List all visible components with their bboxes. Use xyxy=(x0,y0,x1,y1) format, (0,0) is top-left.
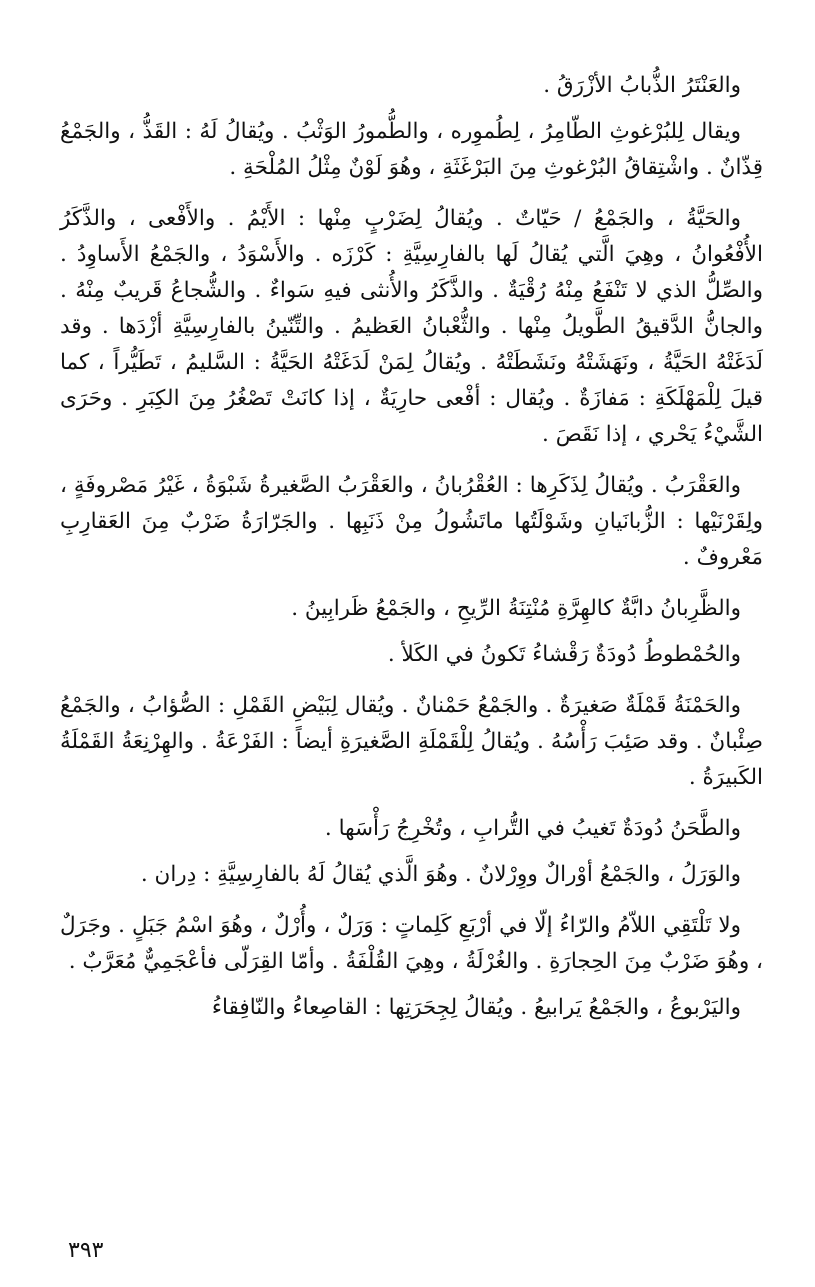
page-number: ٣٩٣ xyxy=(68,1238,104,1263)
paragraph-flea: ويقال لِلبُرْغوثِ الطّامِرُ ، لِطُموِره ، والطُّمورُ الوَثْبُ . ويُقالُ لَهُ : القَذُّ ، والجَمْعُ قِذّانٌ . واشْتِقاقُ البُرْغوثِ مِنَ البَرْغَثَةِ ، وهُوَ لَوْنٌ مِثْلُ المُلْحَةِ . xyxy=(60,119,763,180)
paragraph-lice: والحَمْنَةُ قَمْلَةٌ صَغيرَةٌ . والجَمْعُ حَمْنانٌ . ويُقال لِبَيْضِ القَمْلِ : الصُّؤابُ ، والجَمْعُ صِئْبانٌ . وقد صَئِبَ رَأْسُهُ . ويُقالُ لِلْقَمْلَةِ الصَّغيرَةِ أيضاً : الفَرْعَةُ . والهِرْنِعَةُ القَمْلَةُ الكَبيرَةُ . xyxy=(60,693,763,790)
paragraph-lam-ra-words: ولا تَلْتَقِي اللاّمُ والرّاءُ إلّا في أرْبَعِ كَلِماتٍ : وَرَلٌ ، وأُرْلٌ ، وهُوَ اسْمُ جَبَلٍ . وجَرَلٌ ، وهُوَ ضَرْبٌ مِنَ الحِجارَةِ . والغُرْلَةُ ، وهِيَ القُلْفَةُ . وأمّا القِرَلّى فأعْجَمِيٌّ مُعَرَّبٌ . xyxy=(60,913,763,974)
paragraph-scorpion: والعَقْرَبُ . ويُقالُ لِذَكَرِها : العُقْرُبانُ ، والعَقْرَبُ الصَّغيرةُ شَبْوَةُ ، غَيْرُ مَصْروفَةٍ ، ولِقَرْنَيْها : الزُّبانَيانِ وشَوْلَتُها ماتَشُولُ مِنْ ذَنَبِها . والجَرّارَةُ ضَرْبٌ مِنَ العَقارِبِ مَعْروفٌ . xyxy=(60,473,763,570)
paragraph-snakes: والحَيَّةُ ، والجَمْعُ / حَيّاتٌ . ويُقالُ لِضَرْبٍ مِنْها : الأَيْمُ . والأَفْعى ، والذَّكَرُ الأُفْعُوانُ ، وهِيَ الَّتي يُقالُ لَها بالفارِسِيَّةِ : كَرْزَه . والأَسْوَدُ ، والجَمْعُ الأَساوِدُ . والصِّلُّ الذي لا تَنْفَعُ مِنْهُ رُقْيَةٌ . والذَّكَرُ والأُنثى فيهِ سَواءٌ . والشُّجاعُ قَريبٌ مِنْهُ . والجانُّ الدَّقيقُ الطَّويلُ مِنْها . والثُّعْبانُ العَظيمُ . والتِّنّينُ بالفارِسِيَّةِ أزْدَها . وقد لَدَغَتْهُ الحَيَّةُ ، ونَهَشَتْهُ ونَشَطَتْهُ . ويُقالُ لِمَنْ لَدَغَتْهُ الحَيَّةُ : السَّليمُ ، تَطَيُّراً ، كما قيلَ لِلْمَهْلَكَةِ : مَفازَةٌ . ويُقال : أفْعى حارِيَةٌ ، إذا كانَتْ تَصْغُرُ مِنَ الكِبَرِ . وحَرَى الشَّيْءُ يَحْري ، إذا نَقَصَ . xyxy=(60,206,763,447)
paragraph-blue-fly: والعَنْتَرُ الذُّبابُ الأزْرَقُ . xyxy=(543,73,741,98)
paragraph-hamtut-worm: والحُمْطوطُ دُودَةٌ رَقْشاءُ تَكونُ في الكَلأ . xyxy=(387,642,741,667)
paragraph-polecat: والظَّرِبانُ دابَّةٌ كالهِرَّةِ مُنْتِنَةُ الرِّيحِ ، والجَمْعُ ظَرابِينُ . xyxy=(291,596,741,621)
paragraph-tahan-worm: والطَّحَنُ دُودَةٌ تَغيبُ في التُّرابِ ، وتُخْرِجُ رَأْسَها . xyxy=(324,816,741,841)
paragraph-monitor-lizard: والوَرَلُ ، والجَمْعُ أوْرالٌ ووِرْلانٌ . وهُوَ الَّذي يُقالُ لَهُ بالفارِسِيَّةِ : دِران . xyxy=(140,862,741,887)
paragraph-jerboa: واليَرْبوعُ ، والجَمْعُ يَرابيعُ . ويُقالُ لِجِحَرَتِها : القاصِعاءُ والنّافِقاءُ xyxy=(211,995,741,1020)
page-body-text xyxy=(60,68,763,1041)
